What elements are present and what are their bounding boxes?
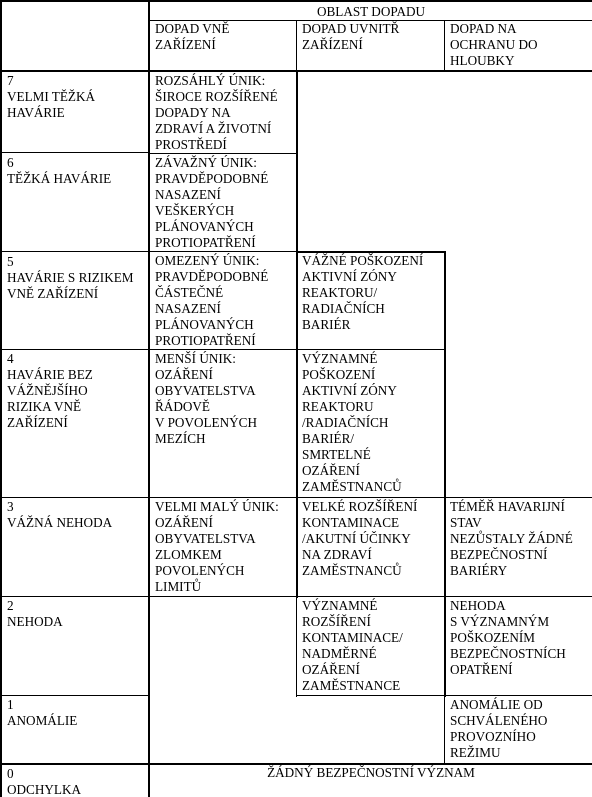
grid-line: [148, 2, 150, 797]
grid-line: [148, 251, 298, 252]
offsite-cell-6: ZÁVAŽNÝ ÚNIK: PRAVDĚPODOBNÉ NASAZENÍ VEŠKERÝCH PLÁNOVANÝCH PROTIOPATŘENÍ: [155, 155, 269, 250]
level-label-1: 1 ANOMÁLIE: [7, 697, 78, 728]
onsite-cell-2: VÝZNAMNÉ ROZŠÍŘENÍ KONTAMINACE/ NADMĚRNÉ OZÁŘENÍ ZAMĚSTNANCE: [302, 598, 403, 693]
grid-line: [444, 695, 592, 696]
grid-line: [0, 596, 150, 597]
level-label-2: 2 NEHODA: [7, 598, 63, 629]
grid-line: [148, 349, 298, 350]
onsite-cell-4: VÝZNAMNÉ POŠKOZENÍ AKTIVNÍ ZÓNY REAKTORU /RADIAČNÍCH BARIÉR/ SMRTELNÉ OZÁŘENÍ ZAMĚSTNANCŮ: [302, 351, 402, 494]
offsite-cell-7: ROZSÁHLÝ ÚNIK: ŠIROCE ROZŠÍŘENÉ DOPADY NA ZDRAVÍ A ŽIVOTNÍ PROSTŘEDÍ: [155, 73, 278, 152]
grid-line: [0, 349, 150, 350]
defence-cell-1: ANOMÁLIE OD SCHVÁLENÉHO PROVOZNÍHO REŽIMU: [450, 697, 548, 760]
defence-cell-2: NEHODA S VÝZNAMNÝM POŠKOZENÍM BEZPEČNOSTNÍCH OPATŘENÍ: [450, 598, 566, 677]
grid-line: [296, 695, 446, 696]
grid-line: [296, 596, 297, 697]
grid-line: [0, 0, 592, 2]
grid-line: [444, 251, 446, 697]
level-label-7: 7 VELMI TĚŽKÁ HAVÁRIE: [7, 73, 96, 120]
grid-line: [296, 72, 298, 598]
level-label-5: 5 HAVÁRIE S RIZIKEM VNĚ ZAŘÍZENÍ: [7, 254, 134, 301]
offsite-cell-5: OMEZENÝ ÚNIK: PRAVDĚPODOBNÉ ČÁSTEČNÉ NASAZENÍ PLÁNOVANÝCH PROTIOPATŘENÍ: [155, 253, 269, 348]
grid-line: [148, 596, 298, 597]
grid-line: [0, 695, 150, 696]
onsite-cell-5: VÁŽNÉ POŠKOZENÍ AKTIVNÍ ZÓNY REAKTORU/ RADIAČNÍCH BARIÉR: [302, 253, 424, 332]
level-label-3: 3 VÁŽNÁ NEHODA: [7, 499, 113, 530]
grid-line: [0, 497, 150, 498]
level-label-0: 0 ODCHYLKA: [7, 766, 81, 797]
level-label-4: 4 HAVÁRIE BEZ VÁŽNĚJŠÍHO RIZIKA VNĚ ZAŘÍZENÍ: [7, 351, 93, 430]
grid-line: [296, 497, 446, 498]
grid-line: [0, 763, 592, 765]
column-header-defence: DOPAD NA OCHRANU DO HLOUBKY: [450, 21, 538, 68]
impact-area-header: OBLAST DOPADU: [316, 4, 426, 19]
offsite-cell-3: VELMI MALÝ ÚNIK: OZÁŘENÍ OBYVATELSTVA ZLOMKEM POVOLENÝCH LIMITŮ: [155, 499, 279, 594]
grid-line: [444, 497, 592, 498]
grid-line: [149, 20, 592, 21]
grid-line: [444, 695, 445, 765]
grid-line: [296, 251, 446, 253]
defence-cell-3: TÉMĚŘ HAVARIJNÍ STAV NEZŮSTALY ŽÁDNÉ BEZPEČNOSTNÍ BARIÉRY: [450, 499, 573, 578]
no-safety-significance: ŽÁDNÝ BEZPEČNOSTNÍ VÝZNAM: [267, 765, 475, 780]
grid-line: [0, 0, 2, 797]
grid-line: [296, 596, 592, 597]
level-label-6: 6 TĚŽKÁ HAVÁRIE: [7, 155, 112, 186]
column-header-onsite: DOPAD UVNITŘ ZAŘÍZENÍ: [302, 21, 400, 52]
grid-line: [444, 20, 445, 70]
grid-line: [296, 20, 297, 70]
grid-line: [0, 251, 150, 252]
grid-line: [148, 497, 298, 498]
grid-line: [148, 153, 298, 154]
onsite-cell-3: VELKÉ ROZŠÍŘENÍ KONTAMINACE /AKUTNÍ ÚČINKY NA ZDRAVÍ ZAMĚSTNANCŮ: [302, 499, 418, 578]
column-header-offsite: DOPAD VNĚ ZAŘÍZENÍ: [155, 21, 230, 52]
grid-line: [296, 349, 446, 350]
grid-line: [0, 152, 150, 153]
offsite-cell-4: MENŠÍ ÚNIK: OZÁŘENÍ OBYVATELSTVA ŘÁDOVĚ V POVOLENÝCH MEZÍCH: [155, 351, 257, 446]
